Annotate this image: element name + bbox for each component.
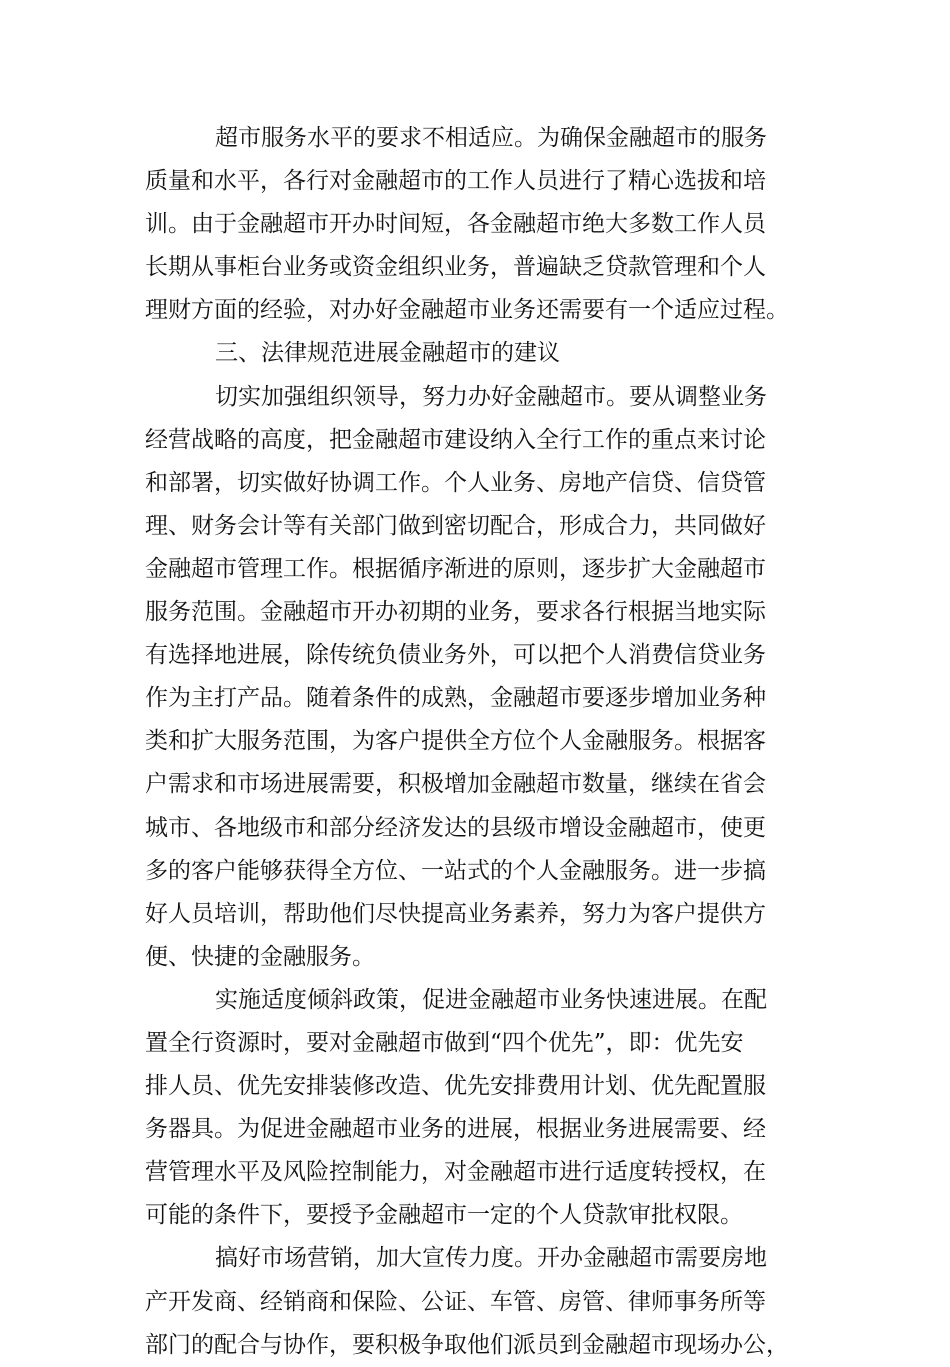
text-line: 理财方面的经验，对办好金融超市业务还需要有一个适应过程。	[145, 297, 789, 324]
text-line: 营管理水平及风险控制能力，对金融超市进行适度转授权，在	[145, 1159, 766, 1186]
text-line: 产开发商、经销商和保险、公证、车管、房管、律师事务所等	[145, 1288, 766, 1315]
text-line: 长期从事柜台业务或资金组织业务，普遍缺乏贷款管理和个人	[145, 254, 766, 281]
text-line: 经营战略的高度，把金融超市建设纳入全行工作的重点来讨论	[145, 426, 766, 453]
text-line: 金融超市管理工作。根据循序渐进的原则，逐步扩大金融超市	[145, 555, 766, 582]
text-line: 城市、各地级市和部分经济发达的县级市增设金融超市，使更	[145, 814, 766, 841]
text-line: 部门的配合与协作，要积极争取他们派员到金融超市现场办公，	[145, 1331, 789, 1358]
text-line: 务器具。为促进金融超市业务的进展，根据业务进展需要、经	[145, 1116, 766, 1143]
text-line: 有选择地进展，除传统负债业务外，可以把个人消费信贷业务	[145, 642, 766, 669]
text-line: 类和扩大服务范围，为客户提供全方位个人金融服务。根据客	[145, 728, 766, 755]
text-line: 便、快捷的金融服务。	[145, 943, 375, 970]
text-line: 质量和水平，各行对金融超市的工作人员进行了精心选拔和培	[145, 168, 766, 195]
text-line: 好人员培训，帮助他们尽快提高业务素养，努力为客户提供方	[145, 900, 766, 927]
text-line: 超市服务水平的要求不相适应。为确保金融超市的服务	[215, 125, 767, 151]
text-line: 可能的条件下，要授予金融超市一定的个人贷款审批权限。	[145, 1202, 743, 1229]
text-line: 多的客户能够获得全方位、一站式的个人金融服务。进一步搞	[145, 857, 766, 884]
text-line: 户需求和市场进展需要，积极增加金融超市数量，继续在省会	[145, 771, 766, 798]
text-line: 实施适度倾斜政策，促进金融超市业务快速进展。在配	[215, 986, 767, 1013]
text-line: 训。由于金融超市开办时间短，各金融超市绝大多数工作人员	[145, 211, 766, 238]
text-line: 服务范围。金融超市开办初期的业务，要求各行根据当地实际	[145, 599, 766, 626]
text-line: 三、法律规范进展金融超市的建议	[215, 340, 560, 367]
text-line: 作为主打产品。随着条件的成熟，金融超市要逐步增加业务种	[145, 685, 766, 712]
text-line: 置全行资源时，要对金融超市做到“四个优先”，即：优先安	[145, 1029, 744, 1056]
text-line: 理、财务会计等有关部门做到密切配合，形成合力，共同做好	[145, 512, 766, 539]
text-line: 搞好市场营销，加大宣传力度。开办金融超市需要房地	[215, 1245, 767, 1272]
text-line: 排人员、优先安排装修改造、优先安排费用计划、优先配置服	[145, 1073, 766, 1100]
text-line: 和部署，切实做好协调工作。个人业务、房地产信贷、信贷管	[145, 469, 766, 496]
text-line: 切实加强组织领导，努力办好金融超市。要从调整业务	[215, 383, 767, 410]
document-body	[145, 117, 805, 1367]
